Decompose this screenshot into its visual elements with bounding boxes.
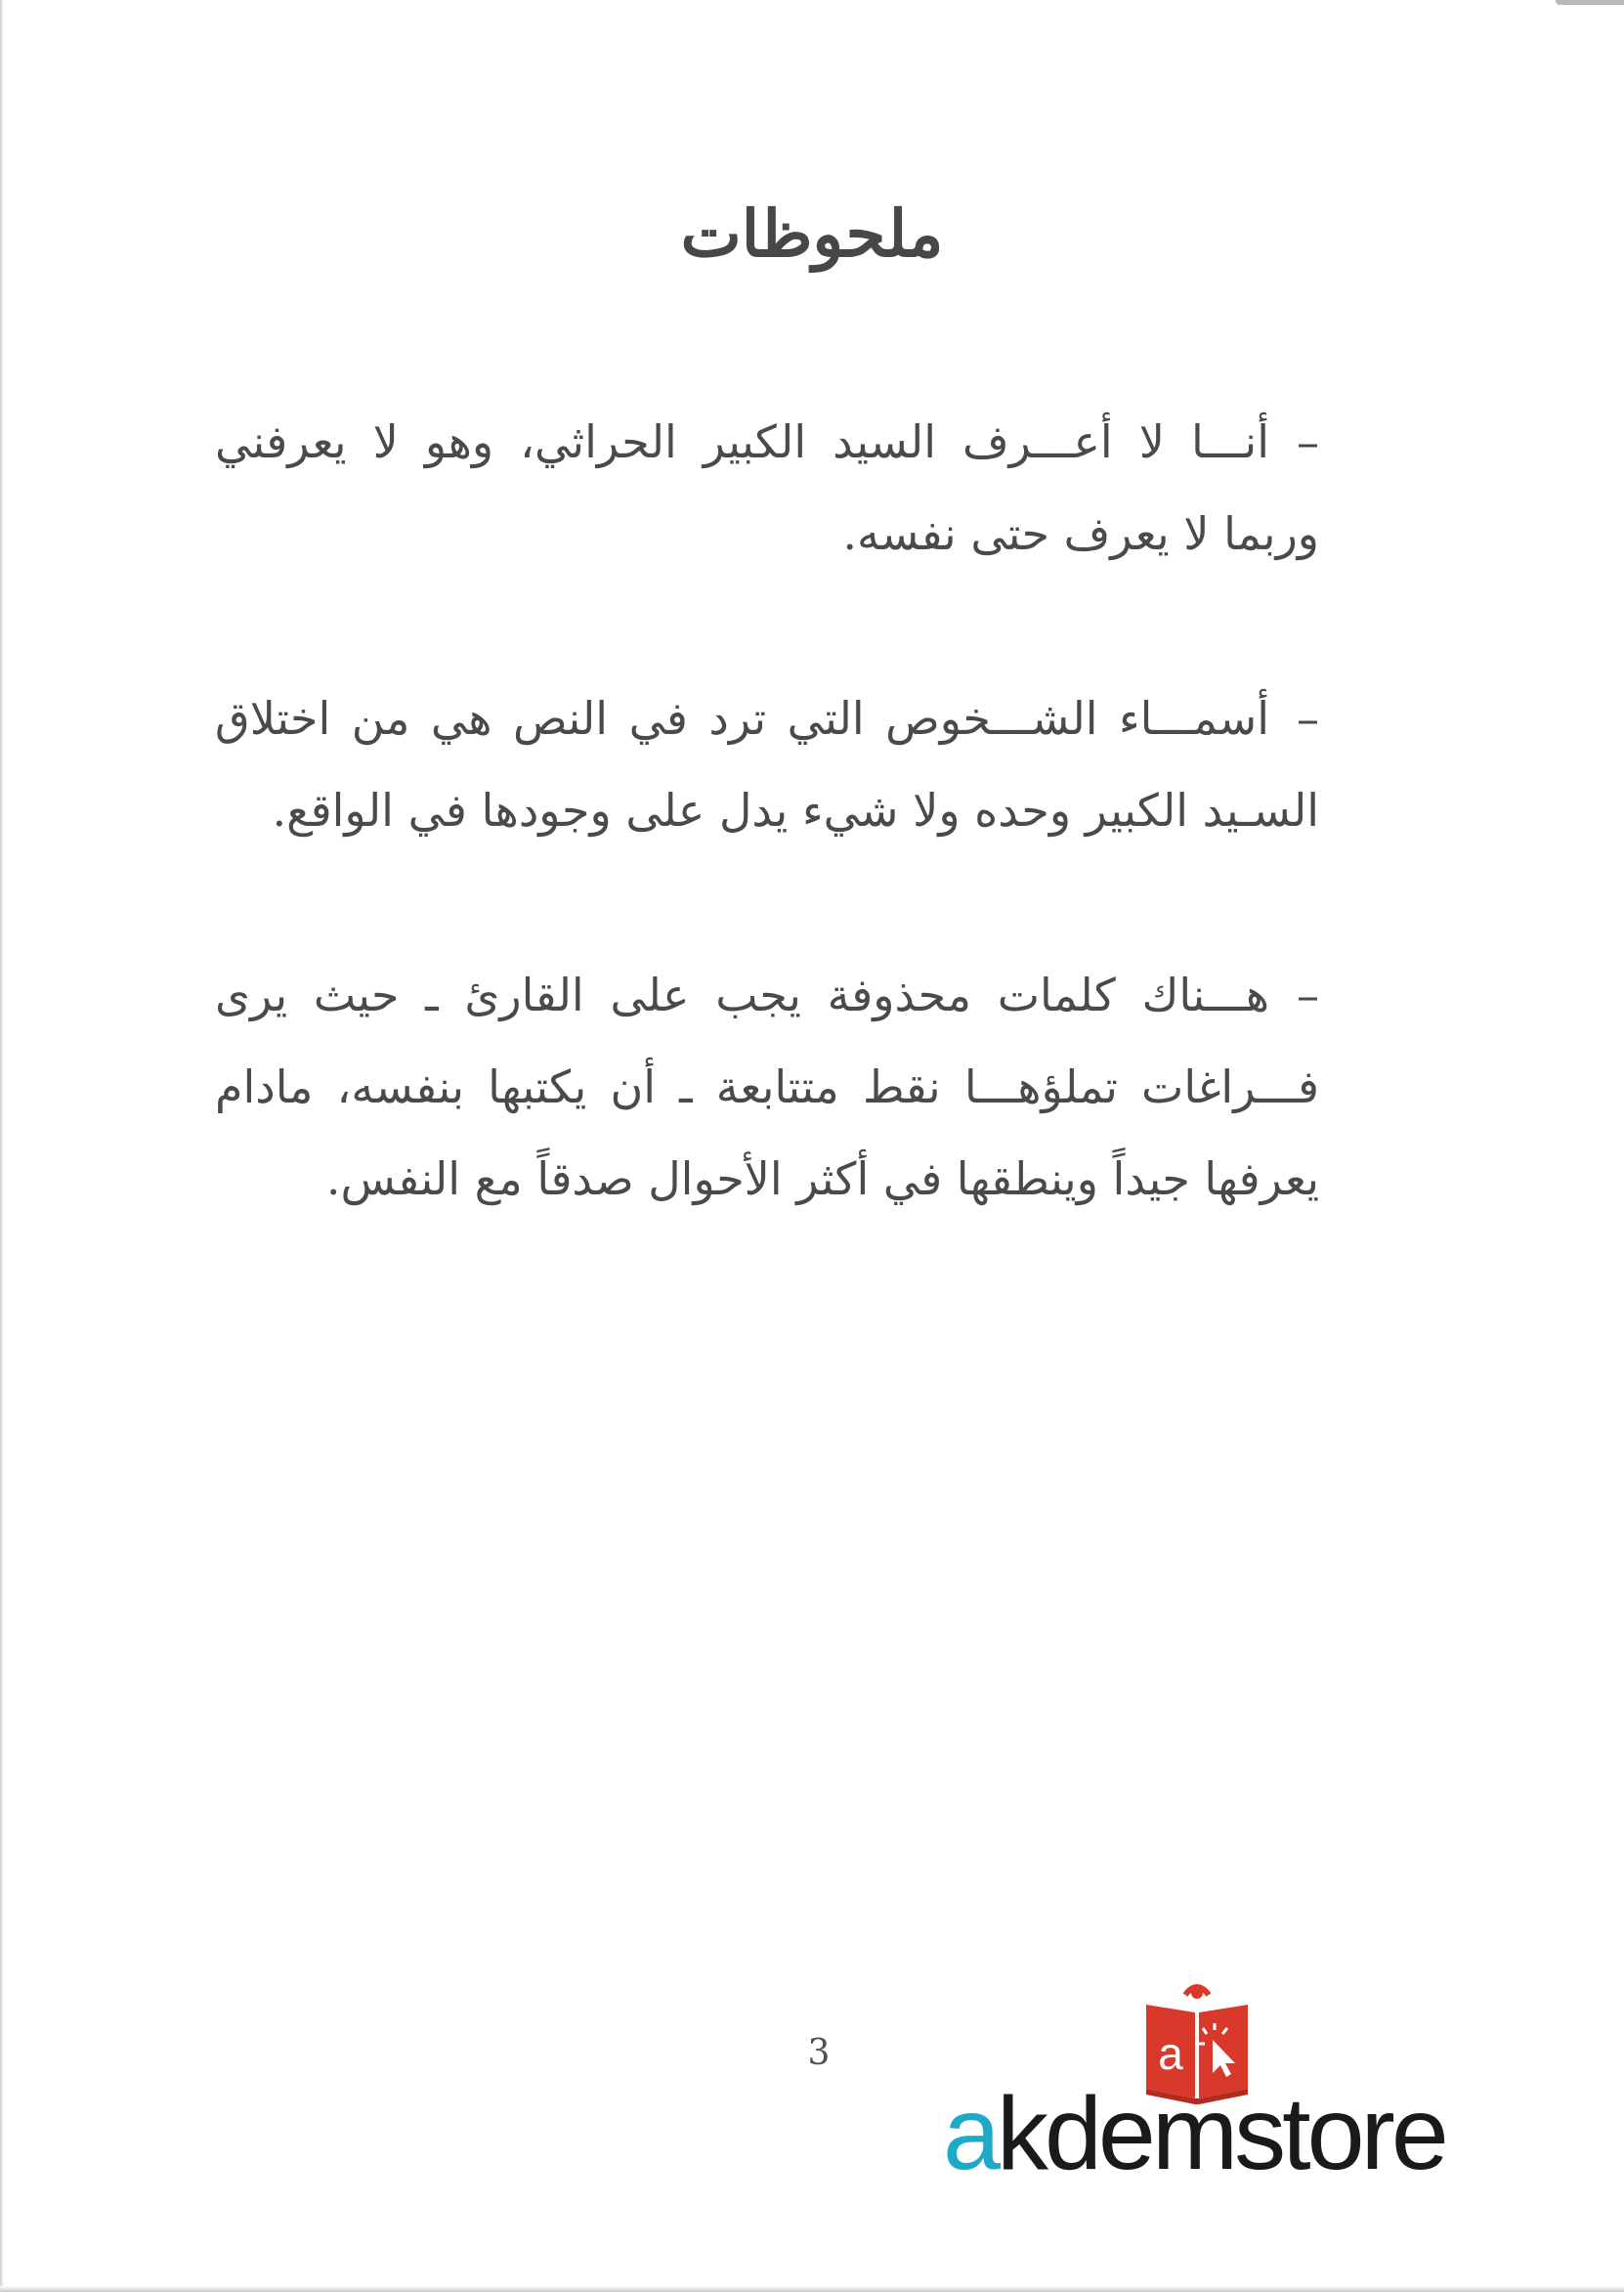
note-dash: – bbox=[1297, 415, 1319, 468]
note-item bbox=[215, 949, 1319, 1225]
page-title: ملحوظات bbox=[680, 195, 944, 272]
scan-edge-bottom bbox=[0, 2286, 1624, 2292]
note-text: هـــناك كلمات محذوفة يجب على القارئ ـ حيث يرى فـــراغات تملؤهـــا نقط متتابعة ـ أن يكتبها بنفسه، مادام يعرفها جيداً وينطقها في أكثر الأحوال صدقاً مع النفس. bbox=[215, 969, 1319, 1205]
logo-rest: kdemstore bbox=[996, 2076, 1445, 2191]
svg-text:a: a bbox=[1158, 2028, 1183, 2079]
notes-list bbox=[215, 396, 1319, 1318]
logo-wordmark bbox=[943, 2076, 1445, 2191]
note-item bbox=[215, 672, 1319, 856]
note-dash: – bbox=[1297, 692, 1319, 745]
page-number: 3 bbox=[807, 2033, 831, 2073]
scan-edge-corner bbox=[1556, 0, 1624, 5]
note-text: أنـــا لا أعـــرف السيد الكبير الحراثي، وهو لا يعرفني وربما لا يعرف حتى نفسه. bbox=[215, 415, 1319, 560]
note-dash: – bbox=[1297, 969, 1319, 1021]
note-text: أسمـــاء الشـــخوص التي ترد في النص هي من اختلاق السـيد الكبير وحده ولا شيء يدل على وجودها في الواقع. bbox=[215, 692, 1319, 837]
logo-a: a bbox=[943, 2076, 997, 2191]
scan-edge-left bbox=[0, 0, 4, 2292]
note-item bbox=[215, 396, 1319, 580]
akdemstore-logo bbox=[943, 1979, 1451, 2194]
